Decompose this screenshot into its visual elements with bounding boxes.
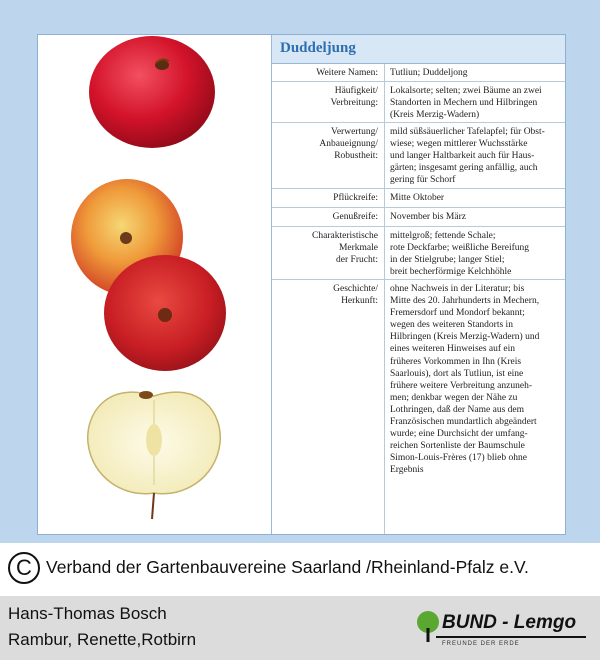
fact-row-picking: [272, 189, 565, 208]
fact-label: Geschichte/ Herkunft:: [333, 284, 378, 306]
fact-label: Charakteristische Merkmale der Frucht:: [312, 231, 378, 265]
fact-label: Verwertung/ Anbaueignung/ Robustheit:: [319, 127, 378, 161]
fact-row-other-names: [272, 64, 565, 82]
fact-row-ripeness: [272, 208, 565, 227]
author-name: Hans-Thomas Bosch: [8, 604, 167, 623]
fact-value: Tutliun; Duddeljong: [390, 68, 468, 78]
fact-value: mild süßsäuerlicher Tafelapfel; für Obst- wiese; wegen mittlerer Wuchsstärke und langer Haltbarkeit auch für Haus- gärten; insgesamt gering anfällig, auch gering für Schorf: [390, 127, 545, 186]
apple-stem-view: [104, 255, 226, 371]
bund-leaf-icon: [414, 610, 442, 644]
fact-value: mittelgroß; fettende Schale; rote Deckfarbe; weißliche Bereifung in der Stielgrube; langer Stiel; breit becherförmige Kelchhöhle: [390, 231, 530, 278]
apple-photos: [38, 35, 272, 534]
fact-label: Genußreife:: [332, 212, 378, 222]
logo-underline: [436, 636, 586, 638]
fact-sheet-card: [37, 34, 566, 535]
apple-illustration: [38, 35, 271, 534]
fact-label: Häufigkeit/ Verbreitung:: [330, 86, 378, 108]
fact-row-usage: [272, 123, 565, 189]
fact-row-history: [272, 280, 565, 534]
apple-cross-section: [88, 391, 221, 519]
copyright-text: Verband der Gartenbauvereine Saarland /Rheinland-Pfalz e.V.: [46, 557, 529, 577]
fact-value: Mitte Oktober: [390, 193, 445, 203]
variety-title: Duddeljung: [280, 40, 356, 56]
fact-label: Weitere Namen:: [316, 68, 378, 78]
logo-text: BUND - Lemgo: [442, 612, 577, 633]
copyright-icon: C: [8, 552, 40, 584]
fact-label: Pflückreife:: [333, 193, 378, 203]
fact-value: ohne Nachweis in der Literatur; bis Mitte des 20. Jahrhunderts in Mechern, Fremersdorf und Mondorf bekannt; wegen des weiteren Standorts in Hilbringen (Kreis Merzig-Wadern) und eines weiteren Hinweises auf ein früheres Vorkommen in Ihn (Kreis Saarlouis), dort als Tutliun, ist eine frühere weitere Verbreitung anzuneh- men; denkbar wegen der Nähe zu Lothringen, daß der Name aus dem Französischen mundartlich abgeändert wurde; eine Durchsicht der umfang- reichen Sortenliste der Baumschule Simon-Louis-Frères (17) blieb ohne Ergebnis: [390, 284, 540, 476]
related-varieties: Rambur, Renette,Rotbirn: [8, 630, 197, 649]
fact-value: Lokalsorte; selten; zwei Bäume an zwei Standorten in Mechern und Hilbringen (Kreis Merzig-Wadern): [390, 86, 542, 121]
bund-logo[interactable]: [412, 610, 594, 654]
variety-title-band: [272, 35, 565, 64]
fact-row-frequency: [272, 82, 565, 123]
fact-value: November bis März: [390, 212, 466, 222]
fact-row-characteristics: [272, 227, 565, 280]
logo-subtitle: FREUNDE DER ERDE: [442, 641, 520, 647]
apple-top-view: [89, 36, 215, 148]
